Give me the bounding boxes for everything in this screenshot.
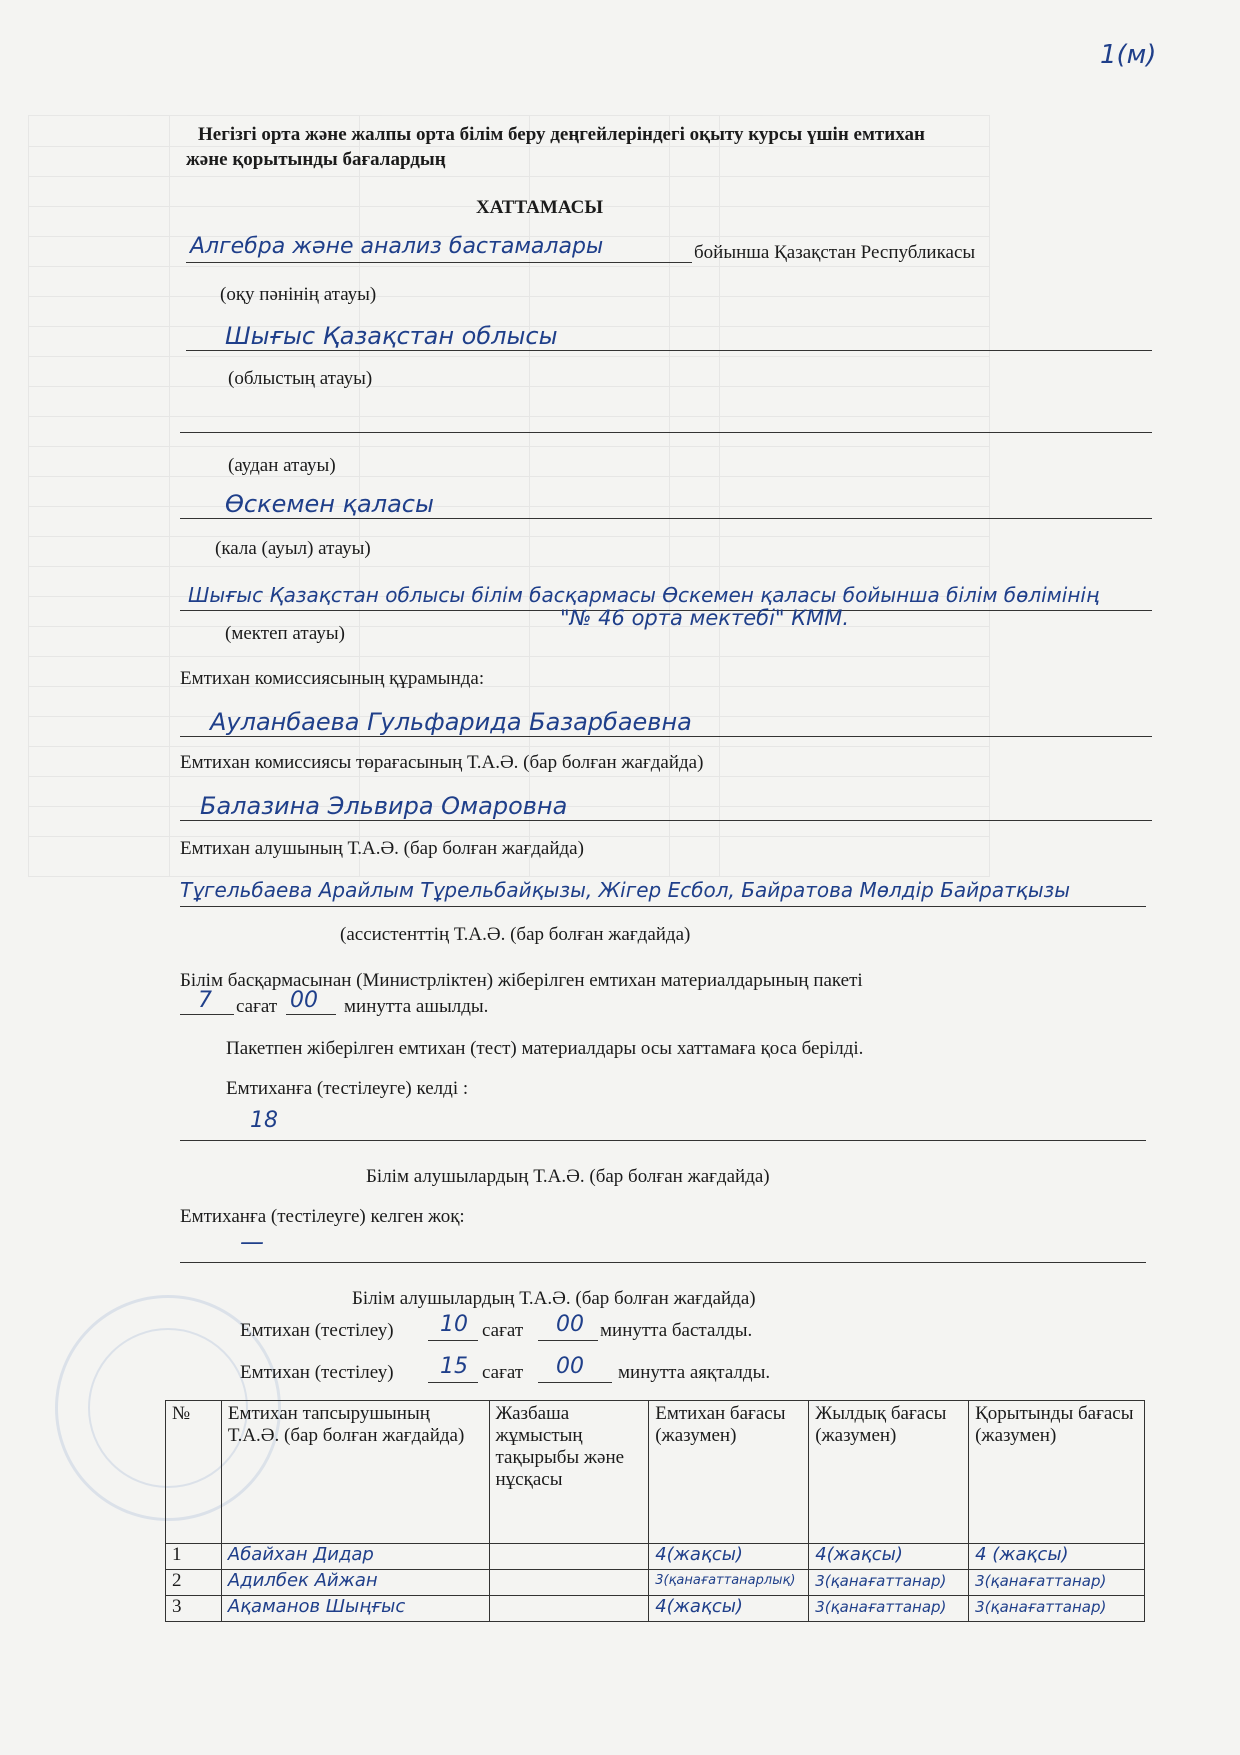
header-student-name: Емтихан тапсырушының Т.А.Ә. (бар болған жағдайда) <box>221 1401 489 1544</box>
absent-label: Емтиханға (тестілеуге) келген жоқ: <box>180 1206 465 1227</box>
subject-suffix: бойынша Қазақстан Республикасы <box>694 242 976 263</box>
commission-examiner: Балазина Эльвира Омаровна <box>200 792 568 820</box>
row-student-name: Ақаманов Шыңғыс <box>221 1596 489 1622</box>
school-value-line-2: "№ 46 орта мектебі" КММ. <box>560 606 850 630</box>
start-hour-label: сағат <box>482 1320 524 1341</box>
row-number: 3 <box>166 1596 222 1622</box>
subject-value: Алгебра және анализ бастамалары <box>190 234 604 259</box>
city-caption: (кала (ауыл) атауы) <box>215 538 371 559</box>
start-prefix: Емтихан (тестілеу) <box>240 1320 394 1341</box>
package-hour: 7 <box>198 988 212 1013</box>
row-exam-grade: 4(жақсы) <box>649 1596 809 1622</box>
start-hour: 10 <box>440 1312 468 1337</box>
region-value: Шығыс Қазақстан облысы <box>225 322 558 350</box>
row-annual-grade: 3(қанағаттанар) <box>809 1596 969 1622</box>
came-caption: Білім алушылардың Т.А.Ә. (бар болған жағдайда) <box>366 1166 770 1187</box>
table-row <box>166 1570 1145 1596</box>
row-final-grade: 3(қанағаттанар) <box>969 1570 1145 1596</box>
start-minute: 00 <box>556 1312 584 1337</box>
start-suffix: минутта басталды. <box>600 1320 753 1341</box>
commission-label: Емтихан комиссиясының құрамында: <box>180 668 485 689</box>
table-row <box>166 1596 1145 1622</box>
title-line-2: және қорытынды бағалардың <box>186 149 446 170</box>
subject-caption: (оқу пәнінің атауы) <box>220 284 377 305</box>
row-topic <box>489 1570 649 1596</box>
title-line-1: Негізгі орта және жалпы орта білім беру деңгейлеріндегі оқыту курсы үшін емтихан <box>198 124 925 145</box>
grades-table <box>165 1400 1145 1622</box>
header-annual-grade: Жылдық бағасы (жазумен) <box>809 1401 969 1544</box>
page-number: 1(м) <box>1100 40 1157 70</box>
commission-assistants: Тұгельбаева Арайлым Тұрельбайқызы, Жігер Есбол, Байратова Мөлдір Байратқызы <box>180 878 1071 902</box>
came-value: 18 <box>250 1108 278 1133</box>
row-annual-grade: 4(жақсы) <box>809 1544 969 1570</box>
title-heading: ХАТТАМАСЫ <box>476 197 603 218</box>
row-student-name: Адилбек Айжан <box>221 1570 489 1596</box>
header-topic: Жазбаша жұмыстың тақырыбы және нұсқасы <box>489 1401 649 1544</box>
end-hour-label: сағат <box>482 1362 524 1383</box>
row-exam-grade: 3(қанағаттанарлық) <box>649 1570 809 1596</box>
end-hour: 15 <box>440 1354 468 1379</box>
row-student-name: Абайхан Дидар <box>221 1544 489 1570</box>
package-hour-label: сағат <box>236 996 278 1017</box>
end-suffix: минутта аяқталды. <box>618 1362 771 1383</box>
city-value: Өскемен қаласы <box>225 490 434 518</box>
package-minute-label: минутта ашылды. <box>344 996 489 1017</box>
table-row <box>166 1544 1145 1570</box>
row-number: 2 <box>166 1570 222 1596</box>
absent-caption: Білім алушылардың Т.А.Ә. (бар болған жағдайда) <box>352 1288 756 1309</box>
school-caption: (мектеп атауы) <box>225 623 345 644</box>
row-topic <box>489 1544 649 1570</box>
school-value-line-1: Шығыс Қазақстан облысы білім басқармасы Өскемен қаласы бойынша білім бөлімінің <box>188 583 1100 607</box>
end-prefix: Емтихан (тестілеу) <box>240 1362 394 1383</box>
package-text: Білім басқармасынан (Министрліктен) жіберілген емтихан материалдарының пакеті <box>180 970 863 991</box>
row-exam-grade: 4(жақсы) <box>649 1544 809 1570</box>
chairman-caption: Емтихан комиссиясы төрағасының Т.А.Ә. (бар болған жағдайда) <box>180 752 704 773</box>
came-label: Емтиханға (тестілеуге) келді : <box>226 1078 469 1099</box>
examiner-caption: Емтихан алушының Т.А.Ә. (бар болған жағдайда) <box>180 838 584 859</box>
table-header-row <box>166 1401 1145 1544</box>
header-exam-grade: Емтихан бағасы (жазумен) <box>649 1401 809 1544</box>
assistants-caption: (ассистенттің Т.А.Ә. (бар болған жағдайда) <box>340 924 691 945</box>
commission-chairman: Ауланбаева Гульфарида Базарбаевна <box>210 708 692 736</box>
row-number: 1 <box>166 1544 222 1570</box>
absent-value: — <box>240 1228 264 1256</box>
row-final-grade: 4 (жақсы) <box>969 1544 1145 1570</box>
district-caption: (аудан атауы) <box>228 455 336 476</box>
row-final-grade: 3(қанағаттанар) <box>969 1596 1145 1622</box>
header-number: № <box>166 1401 222 1544</box>
package-attached: Пакетпен жіберілген емтихан (тест) материалдары осы хаттамаға қоса берілді. <box>226 1038 864 1059</box>
row-annual-grade: 3(қанағаттанар) <box>809 1570 969 1596</box>
row-topic <box>489 1596 649 1622</box>
region-caption: (облыстың атауы) <box>228 368 373 389</box>
end-minute: 00 <box>556 1354 584 1379</box>
package-minute: 00 <box>290 988 318 1013</box>
header-final-grade: Қорытынды бағасы (жазумен) <box>969 1401 1145 1544</box>
